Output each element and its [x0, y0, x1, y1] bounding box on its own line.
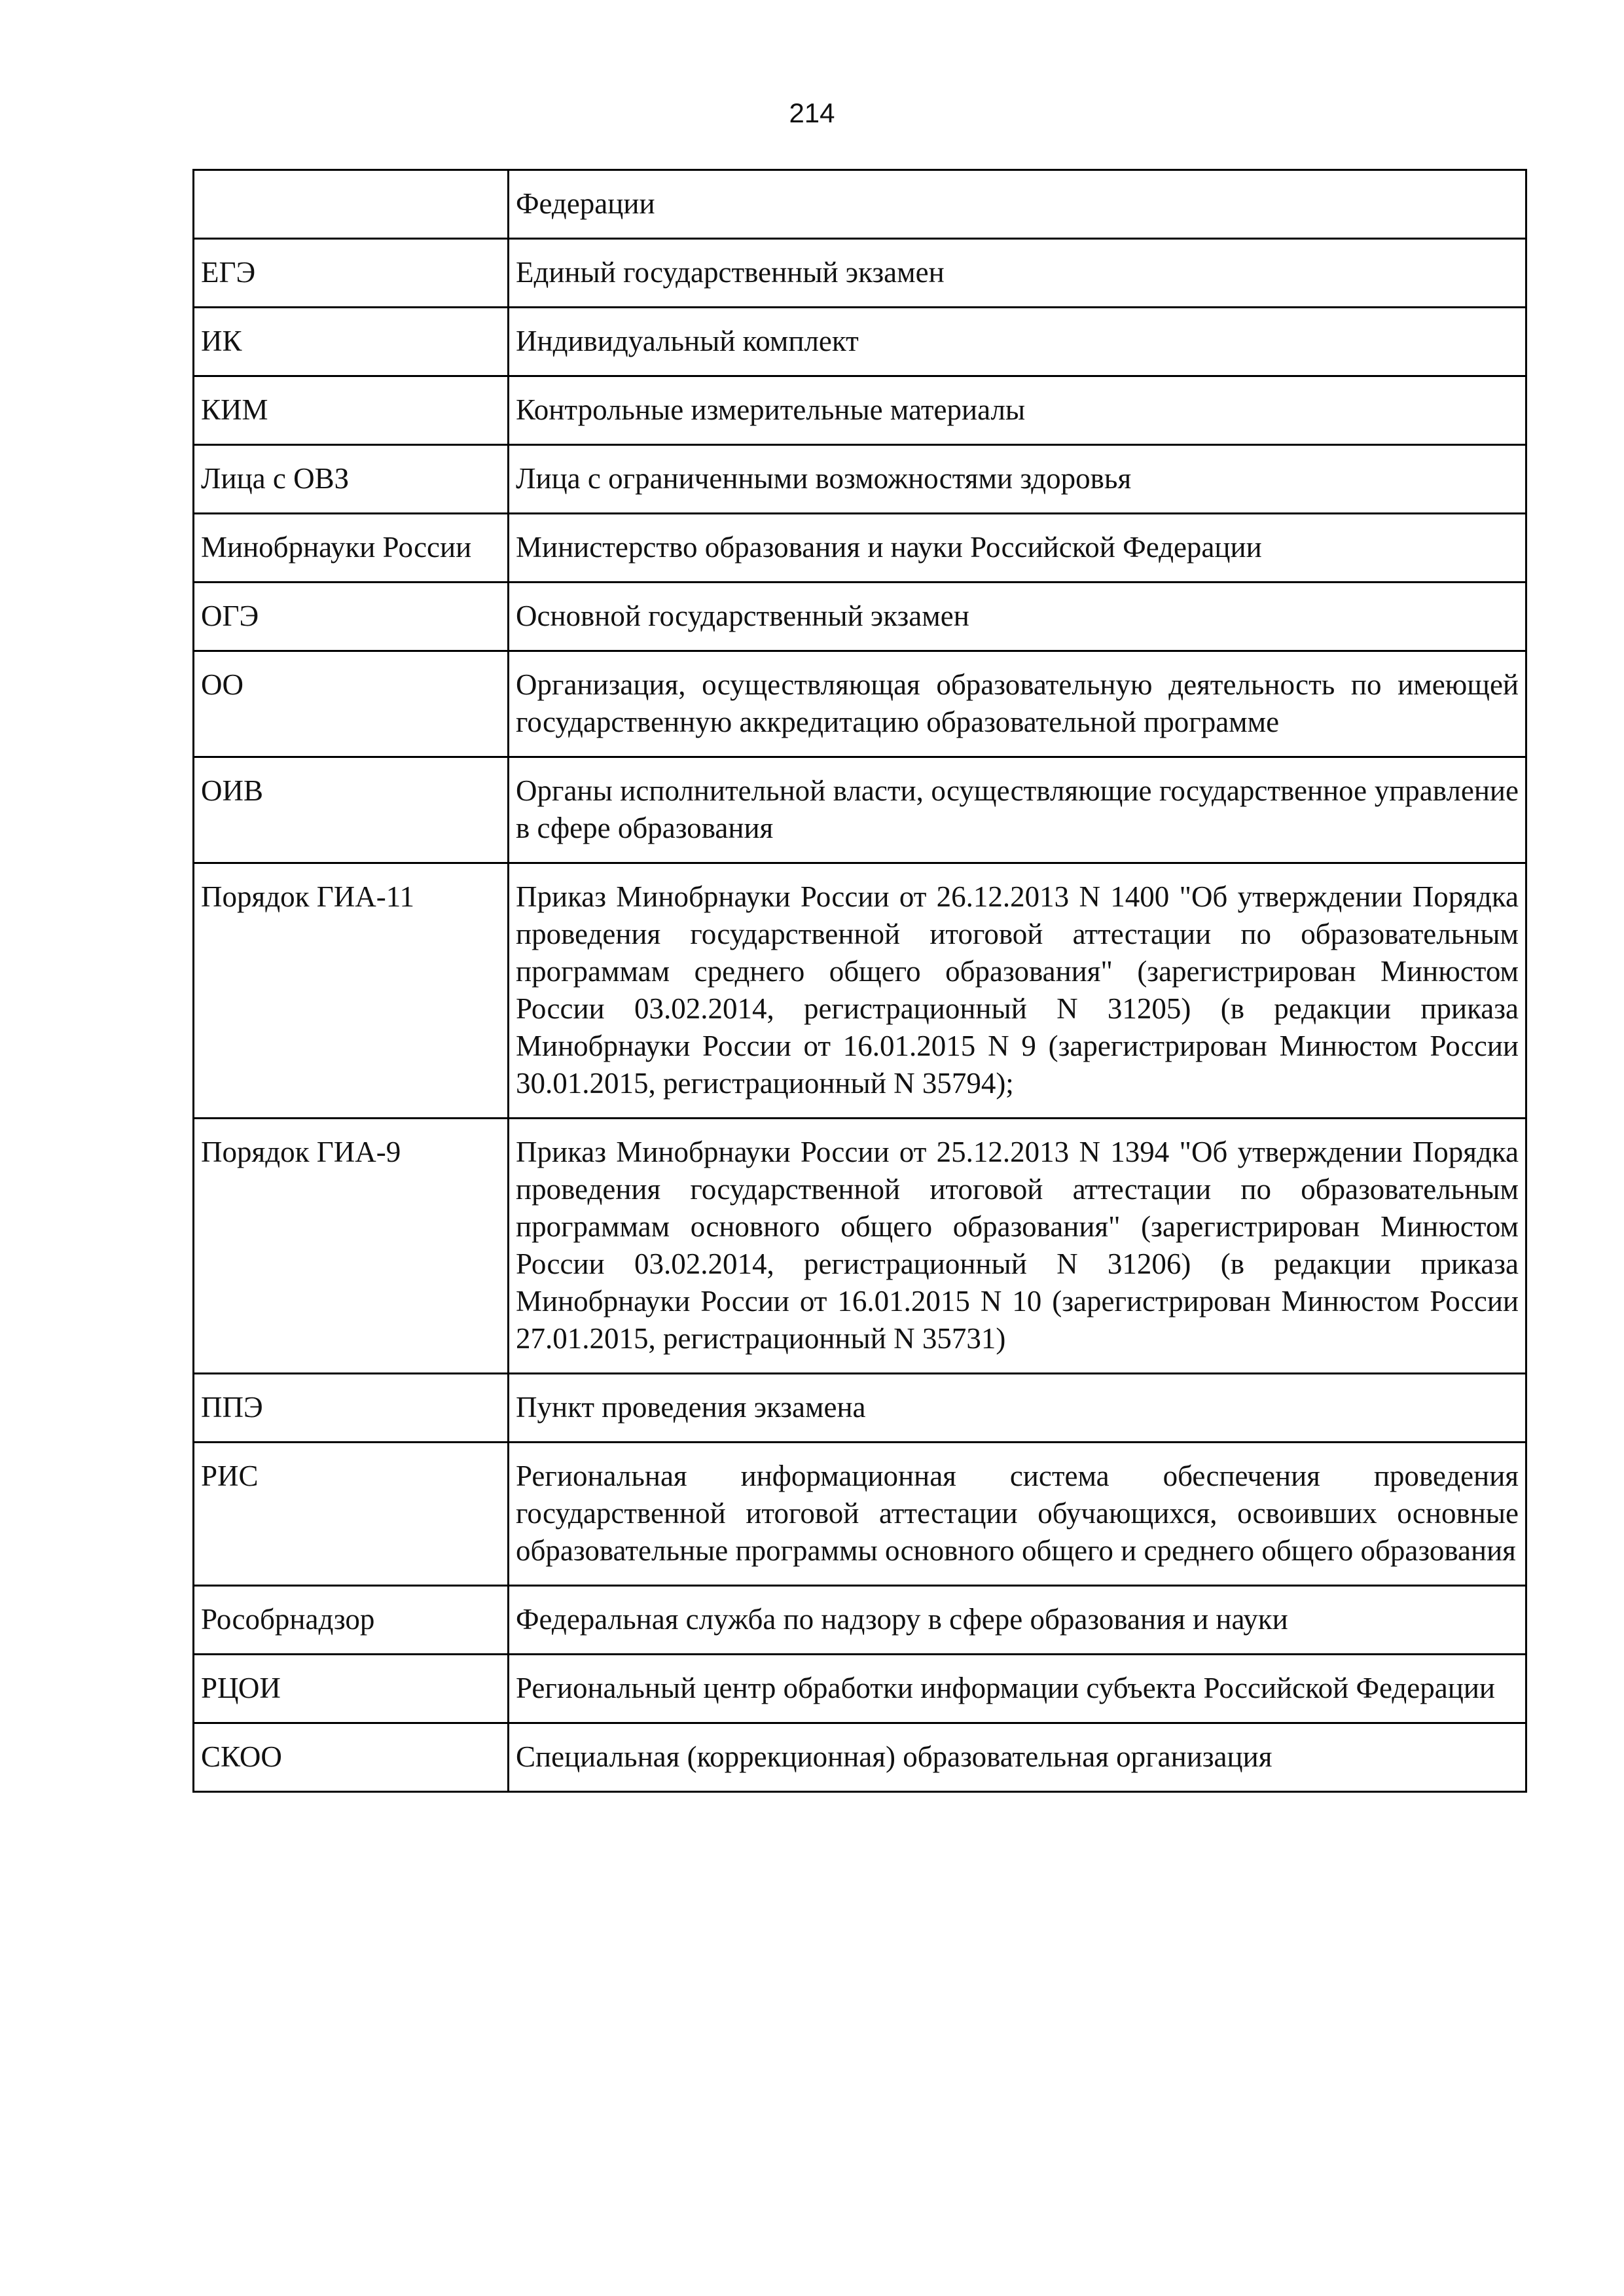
definition-cell: Индивидуальный комплект	[509, 308, 1526, 376]
table-row	[194, 445, 1526, 514]
table-row	[194, 170, 1526, 239]
definition-cell: Органы исполнительной власти, осуществляющие государственное управление в сфере образования	[509, 757, 1526, 863]
definition-cell: Контрольные измерительные материалы	[509, 376, 1526, 445]
term-cell: Минобрнауки России	[194, 514, 509, 583]
table-row	[194, 1374, 1526, 1443]
term-cell: ОГЭ	[194, 583, 509, 651]
table-row	[194, 583, 1526, 651]
abbreviations-table	[192, 169, 1527, 1793]
definition-cell: Федеральная служба по надзору в сфере образования и науки	[509, 1586, 1526, 1655]
term-cell: ЕГЭ	[194, 239, 509, 308]
table-row	[194, 1586, 1526, 1655]
term-cell	[194, 170, 509, 239]
definition-cell: Пункт проведения экзамена	[509, 1374, 1526, 1443]
table-row	[194, 1723, 1526, 1792]
term-cell: Порядок ГИА-9	[194, 1119, 509, 1374]
table-row	[194, 308, 1526, 376]
term-cell: ППЭ	[194, 1374, 509, 1443]
term-cell: ОО	[194, 651, 509, 757]
term-cell: СКОО	[194, 1723, 509, 1792]
definition-cell: Основной государственный экзамен	[509, 583, 1526, 651]
definition-cell: Федерации	[509, 170, 1526, 239]
definition-cell: Министерство образования и науки Российской Федерации	[509, 514, 1526, 583]
table-row	[194, 757, 1526, 863]
term-cell: Рособрнадзор	[194, 1586, 509, 1655]
table-row	[194, 1119, 1526, 1374]
definition-cell: Единый государственный экзамен	[509, 239, 1526, 308]
definition-cell: Организация, осуществляющая образовательную деятельность по имеющей государственную аккредитацию образовательной программе	[509, 651, 1526, 757]
term-cell: Порядок ГИА-11	[194, 863, 509, 1119]
table-row	[194, 239, 1526, 308]
table-row	[194, 376, 1526, 445]
definition-cell: Лица с ограниченными возможностями здоровья	[509, 445, 1526, 514]
table-row	[194, 651, 1526, 757]
table-row	[194, 1655, 1526, 1723]
term-cell: Лица с ОВЗ	[194, 445, 509, 514]
term-cell: РИС	[194, 1443, 509, 1586]
term-cell: КИМ	[194, 376, 509, 445]
definition-cell: Региональная информационная система обеспечения проведения государственной итоговой аттестации обучающихся, освоивших основные образовательные программы основного общего и среднего общего образования	[509, 1443, 1526, 1586]
table-row	[194, 863, 1526, 1119]
definition-cell: Региональный центр обработки информации субъекта Российской Федерации	[509, 1655, 1526, 1723]
term-cell: ОИВ	[194, 757, 509, 863]
term-cell: ИК	[194, 308, 509, 376]
definition-cell: Специальная (коррекционная) образовательная организация	[509, 1723, 1526, 1792]
table-row	[194, 1443, 1526, 1586]
definition-cell: Приказ Минобрнауки России от 26.12.2013 N 1400 "Об утверждении Порядка проведения государственной итоговой аттестации по образовательным программам среднего общего образования" (зарегистрирован Минюстом России 03.02.2014, регистрационный N 31205) (в редакции приказа Минобрнауки России от 16.01.2015 N 9 (зарегистрирован Минюстом России 30.01.2015, регистрационный N 35794);	[509, 863, 1526, 1119]
page-number: 214	[789, 98, 835, 128]
term-cell: РЦОИ	[194, 1655, 509, 1723]
definition-cell: Приказ Минобрнауки России от 25.12.2013 N 1394 "Об утверждении Порядка проведения государственной итоговой аттестации по образовательным программам основного общего образования" (зарегистрирован Минюстом России 03.02.2014, регистрационный N 31206) (в редакции приказа Минобрнауки России от 16.01.2015 N 10 (зарегистрирован Минюстом России 27.01.2015, регистрационный N 35731)	[509, 1119, 1526, 1374]
table-row	[194, 514, 1526, 583]
